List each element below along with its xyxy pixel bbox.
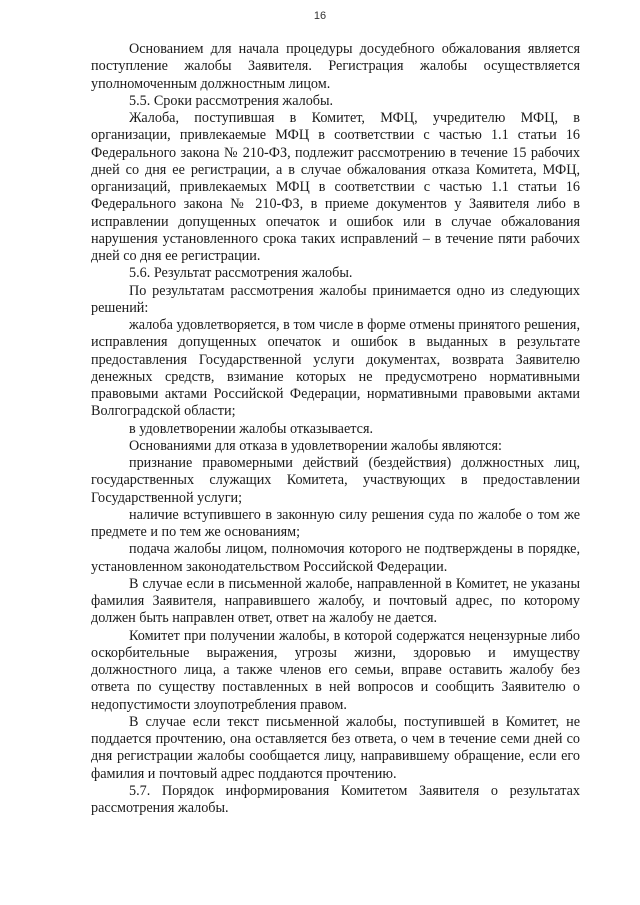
section-heading-5-6: 5.6. Результат рассмотрения жалобы.	[129, 265, 353, 282]
section-heading-5-5: 5.5. Сроки рассмотрения жалобы.	[129, 92, 334, 109]
paragraph-offensive-content: Комитет при получении жалобы, в которой содержатся нецензурные либо оскорбительные выражения, угрозы жизни, здоровью и имуществу должностного лица, а также членов его семьи, вправе оставить жалобу без ответа по существу поставленных в ней вопросов и сообщить Заявителю о недопустимости злоупотребления правом.	[91, 627, 580, 713]
paragraph-no-name-address: В случае если в письменной жалобе, направленной в Комитет, не указаны фамилия Заявителя, направившего жалобу, и почтовый адрес, по которому должен быть направлен ответ, ответ на жалобу не дается.	[91, 575, 580, 627]
page-number: 16	[313, 10, 327, 22]
paragraph-review-terms: Жалоба, поступившая в Комитет, МФЦ, учредителю МФЦ, в организации, привлекаемые МФЦ в соответствии с частью 1.1 статьи 16 Федерального закона № 210-ФЗ, подлежит рассмотрению в течение 15 рабочих дней со дня ее регистрации, а в случае обжалования отказа Комитета, МФЦ, организаций, привлекаемых МФЦ в соответствии с частью 1.1 статьи 16 Федерального закона № 210-ФЗ, в приеме документов у Заявителя либо в исправлении допущенных опечаток и ошибок или в случае обжалования нарушения установленного срока таких исправлений – в течение пяти рабочих дней со дня ее регистрации.	[91, 110, 580, 264]
paragraph-decisions-intro: По результатам рассмотрения жалобы принимается одно из следующих решений:	[91, 282, 580, 316]
paragraph-unreadable-text: В случае если текст письменной жалобы, поступившей в Комитет, не поддается прочтению, она оставляется без ответа, о чем в течение семи дней со дня регистрации жалобы сообщается лицу, направившему обращение, если его фамилия и почтовый адрес поддаются прочтению.	[91, 713, 580, 782]
paragraph-refusal-ground-authority: подача жалобы лицом, полномочия которого не подтверждены в порядке, установленном законодательством Российской Федерации.	[91, 541, 580, 575]
paragraph-complaint-basis: Основанием для начала процедуры досудебного обжалования является поступление жалобы Заявителя. Регистрация жалобы осуществляется уполномоченным должностным лицом.	[91, 41, 580, 92]
paragraph-refusal-ground-lawful: признание правомерными действий (бездействия) должностных лиц, государственных служащих Комитета, участвующих в предоставлении Государственной услуги;	[91, 455, 580, 506]
section-heading-5-7: 5.7. Порядок информирования Комитетом Заявителя о результатах рассмотрения жалобы.	[91, 782, 580, 816]
document-body	[91, 41, 580, 817]
paragraph-decision-refused: в удовлетворении жалобы отказывается.	[129, 420, 374, 437]
paragraph-refusal-grounds-intro: Основаниями для отказа в удовлетворении жалобы являются:	[129, 437, 502, 454]
paragraph-refusal-ground-court: наличие вступившего в законную силу решения суда по жалобе о том же предмете и по тем же основаниям;	[91, 506, 580, 540]
paragraph-decision-satisfied: жалоба удовлетворяется, в том числе в форме отмены принятого решения, исправления допущенных опечаток и ошибок в выданных в результате предоставления Государственной услуги документах, возврата Заявителю денежных средств, взимание которых не предусмотрено нормативными правовыми актами Российской Федерации, нормативными правовыми актами Волгоградской области;	[91, 317, 580, 420]
